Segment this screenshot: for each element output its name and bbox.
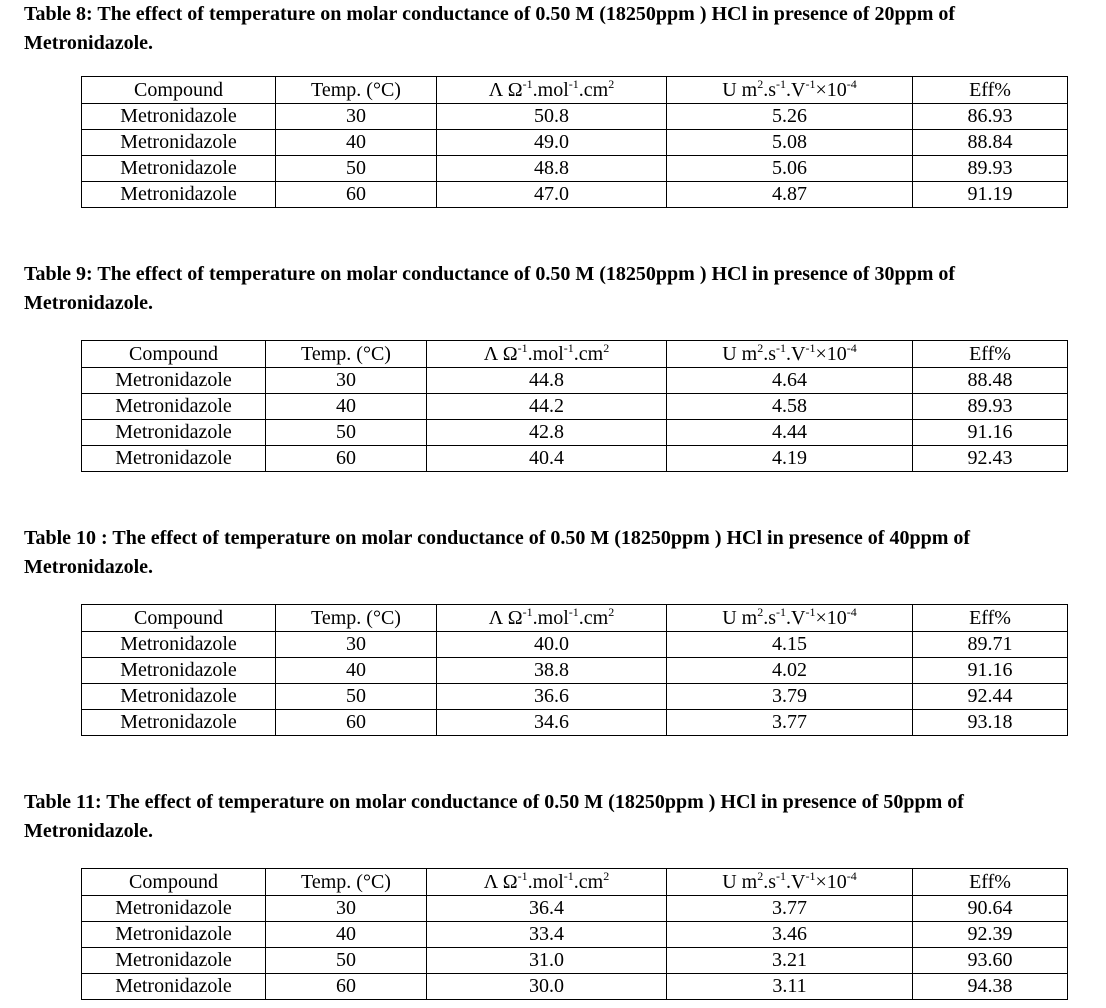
header-molar-conductance: Λ $\Omega^{-1}.mol^{-1}.cm^2$ <box>437 77 667 104</box>
table-row <box>82 974 1068 1000</box>
cell-molar-conductance: 48.8 <box>437 156 667 182</box>
cell-molar-conductance: 36.6 <box>437 684 667 710</box>
cell-efficiency: 86.93 <box>913 104 1068 130</box>
cell-mobility: 4.19 <box>667 446 913 472</box>
header-efficiency: Eff% <box>913 869 1068 896</box>
cell-molar-conductance: 30.0 <box>427 974 667 1000</box>
table-row <box>82 632 1068 658</box>
table-row <box>82 948 1068 974</box>
cell-compound: Metronidazole <box>82 394 266 420</box>
cell-mobility: 4.64 <box>667 368 913 394</box>
cell-efficiency: 89.93 <box>913 394 1068 420</box>
cell-compound: Metronidazole <box>82 684 276 710</box>
table-row <box>82 130 1068 156</box>
cell-temp: 30 <box>266 896 427 922</box>
cell-compound: Metronidazole <box>82 658 276 684</box>
table-row <box>82 710 1068 736</box>
cell-mobility: 3.21 <box>667 948 913 974</box>
cell-temp: 50 <box>266 420 427 446</box>
cell-molar-conductance: 40.0 <box>437 632 667 658</box>
table-row <box>82 368 1068 394</box>
cell-efficiency: 94.38 <box>913 974 1068 1000</box>
header-temp: Temp. (°C) <box>266 869 427 896</box>
table-caption: Table 11: The effect of temperature on molar conductance of 0.50 M (18250ppm ) HCl in presence of 50ppm of Metronidazole. <box>24 791 964 842</box>
header-compound: Compound <box>82 77 276 104</box>
cell-molar-conductance: 49.0 <box>437 130 667 156</box>
header-compound: Compound <box>82 341 266 368</box>
cell-efficiency: 88.48 <box>913 368 1068 394</box>
cell-temp: 30 <box>276 632 437 658</box>
table-row <box>82 922 1068 948</box>
cell-compound: Metronidazole <box>82 710 276 736</box>
cell-mobility: 3.79 <box>667 684 913 710</box>
cell-compound: Metronidazole <box>82 632 276 658</box>
cell-compound: Metronidazole <box>82 922 266 948</box>
header-compound: Compound <box>82 605 276 632</box>
cell-efficiency: 92.44 <box>913 684 1068 710</box>
cell-mobility: 3.77 <box>667 710 913 736</box>
cell-molar-conductance: 33.4 <box>427 922 667 948</box>
table-row <box>82 896 1068 922</box>
cell-mobility: 5.08 <box>667 130 913 156</box>
cell-efficiency: 89.93 <box>913 156 1068 182</box>
data-table <box>81 868 1068 1000</box>
cell-molar-conductance: 44.2 <box>427 394 667 420</box>
cell-molar-conductance: 36.4 <box>427 896 667 922</box>
cell-temp: 60 <box>266 446 427 472</box>
cell-temp: 40 <box>276 658 437 684</box>
cell-mobility: 4.15 <box>667 632 913 658</box>
cell-compound: Metronidazole <box>82 130 276 156</box>
cell-compound: Metronidazole <box>82 104 276 130</box>
cell-molar-conductance: 44.8 <box>427 368 667 394</box>
table-caption: Table 10 : The effect of temperature on molar conductance of 0.50 M (18250ppm ) HCl in presence of 40ppm of Metronidazole. <box>24 527 971 578</box>
header-temp: Temp. (°C) <box>276 77 437 104</box>
table-row <box>82 156 1068 182</box>
cell-temp: 60 <box>276 710 437 736</box>
header-molar-conductance: Λ $\Omega^{-1}.mol^{-1}.cm^2$ <box>427 869 667 896</box>
header-efficiency: Eff% <box>913 341 1068 368</box>
cell-temp: 60 <box>266 974 427 1000</box>
table-header-row <box>82 605 1068 632</box>
table-row <box>82 658 1068 684</box>
table-header-row <box>82 869 1068 896</box>
cell-mobility: 5.26 <box>667 104 913 130</box>
cell-temp: 60 <box>276 182 437 208</box>
cell-molar-conductance: 42.8 <box>427 420 667 446</box>
table-row <box>82 104 1068 130</box>
header-molar-conductance: Λ $\Omega^{-1}.mol^{-1}.cm^2$ <box>427 341 667 368</box>
header-temp: Temp. (°C) <box>276 605 437 632</box>
cell-molar-conductance: 34.6 <box>437 710 667 736</box>
header-efficiency: Eff% <box>913 77 1068 104</box>
table-caption: Table 8: The effect of temperature on molar conductance of 0.50 M (18250ppm ) HCl in presence of 20ppm of Metronidazole. <box>24 3 956 54</box>
cell-efficiency: 91.16 <box>913 420 1068 446</box>
cell-temp: 40 <box>266 922 427 948</box>
header-temp: Temp. (°C) <box>266 341 427 368</box>
cell-temp: 40 <box>266 394 427 420</box>
cell-efficiency: 92.43 <box>913 446 1068 472</box>
cell-mobility: 5.06 <box>667 156 913 182</box>
cell-efficiency: 88.84 <box>913 130 1068 156</box>
cell-compound: Metronidazole <box>82 948 266 974</box>
data-table <box>81 76 1068 208</box>
table-row <box>82 394 1068 420</box>
cell-mobility: 4.87 <box>667 182 913 208</box>
data-table <box>81 604 1068 736</box>
cell-efficiency: 89.71 <box>913 632 1068 658</box>
cell-temp: 50 <box>276 684 437 710</box>
table-header-row <box>82 341 1068 368</box>
cell-compound: Metronidazole <box>82 368 266 394</box>
cell-temp: 40 <box>276 130 437 156</box>
cell-molar-conductance: 31.0 <box>427 948 667 974</box>
table-caption: Table 9: The effect of temperature on molar conductance of 0.50 M (18250ppm ) HCl in presence of 30ppm of Metronidazole. <box>24 263 956 314</box>
table-row <box>82 446 1068 472</box>
cell-efficiency: 93.18 <box>913 710 1068 736</box>
cell-temp: 50 <box>276 156 437 182</box>
cell-temp: 30 <box>276 104 437 130</box>
cell-compound: Metronidazole <box>82 896 266 922</box>
cell-molar-conductance: 47.0 <box>437 182 667 208</box>
cell-mobility: 3.46 <box>667 922 913 948</box>
cell-molar-conductance: 38.8 <box>437 658 667 684</box>
cell-temp: 50 <box>266 948 427 974</box>
table-row <box>82 420 1068 446</box>
cell-compound: Metronidazole <box>82 974 266 1000</box>
cell-efficiency: 91.19 <box>913 182 1068 208</box>
header-mobility: U $m^2.s^{-1}.V^{-1}\times 10^{-4}$ <box>667 341 913 368</box>
cell-efficiency: 90.64 <box>913 896 1068 922</box>
cell-mobility: 4.02 <box>667 658 913 684</box>
header-compound: Compound <box>82 869 266 896</box>
cell-molar-conductance: 50.8 <box>437 104 667 130</box>
header-mobility: U $m^2.s^{-1}.V^{-1}\times 10^{-4}$ <box>667 869 913 896</box>
data-table <box>81 340 1068 472</box>
cell-molar-conductance: 40.4 <box>427 446 667 472</box>
cell-temp: 30 <box>266 368 427 394</box>
cell-compound: Metronidazole <box>82 182 276 208</box>
header-mobility: U $m^2.s^{-1}.V^{-1}\times 10^{-4}$ <box>667 77 913 104</box>
header-mobility: U $m^2.s^{-1}.V^{-1}\times 10^{-4}$ <box>667 605 913 632</box>
table-header-row <box>82 77 1068 104</box>
cell-compound: Metronidazole <box>82 420 266 446</box>
cell-mobility: 3.77 <box>667 896 913 922</box>
cell-efficiency: 93.60 <box>913 948 1068 974</box>
cell-mobility: 4.44 <box>667 420 913 446</box>
table-row <box>82 182 1068 208</box>
table-row <box>82 684 1068 710</box>
cell-efficiency: 91.16 <box>913 658 1068 684</box>
cell-compound: Metronidazole <box>82 446 266 472</box>
cell-mobility: 3.11 <box>667 974 913 1000</box>
cell-mobility: 4.58 <box>667 394 913 420</box>
cell-compound: Metronidazole <box>82 156 276 182</box>
cell-efficiency: 92.39 <box>913 922 1068 948</box>
header-molar-conductance: Λ $\Omega^{-1}.mol^{-1}.cm^2$ <box>437 605 667 632</box>
header-efficiency: Eff% <box>913 605 1068 632</box>
